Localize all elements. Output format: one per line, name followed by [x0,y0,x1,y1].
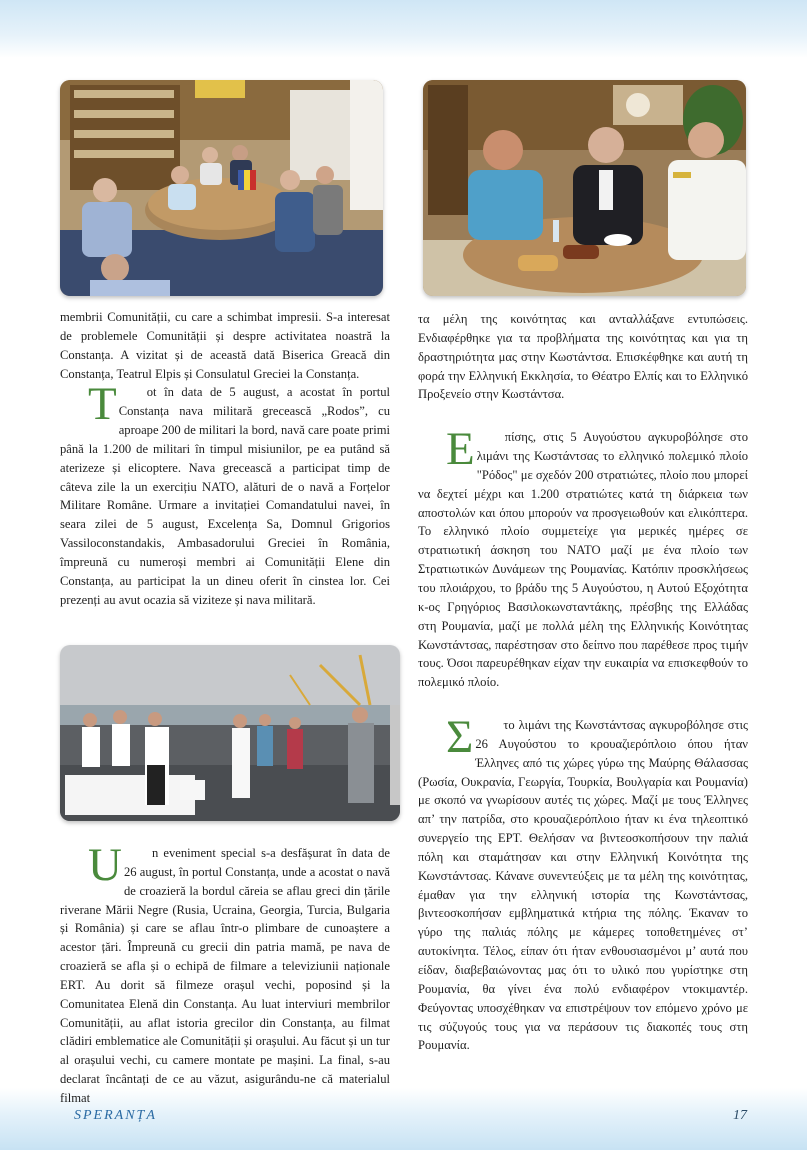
romanian-column-bottom [60,839,390,1108]
magazine-name: SPERANȚA [74,1108,157,1123]
greek-column [418,310,748,1055]
gr-drop-cap-s: Σ [446,711,474,764]
header-band [0,0,807,58]
gr-drop-cap-e: Ε [446,423,475,476]
gr-paragraph-2: Ε πίσης, στις 5 Αυγούστου αγκυροβόλησε στο λιμάνι της Κωστάντσας το ελληνικό πολεμικό πλοίο "Ρόδος" με σχεδόν 200 στρατιώτες, πλοίο που μπορεί να δεχτεί μέχρι και 1.200 στρατιώτες κατά τη διάρκεια των αποστολών και όπου μπορούν να προσγειωθούν και ελικόπτερα. Το ελληνικό πλοίο συμμετείχε για μερικές ημέρες σε στρατιωτική άσκηση του ΝΑΤΟ μαζί με ένα πλοίο των Στρατιωτικών Δυνάμεων της Ρουμανίας. Κατόπιν προσκλήσεως του πλοιάρχου, το βράδυ της 5 Αυγούστου, η Αυτού Εξοχότητα κ-ος Γρηγόριος Βασιλοκωνσταντάκης, πρέσβης της Ελλάδας στη Ρουμανία, μαζί με πολλά μέλη της Ελληνικής Κοινότητας Κωνστάντσας, παρέστησαν στο δείπνο που παρέθεσε προς τιμήν τους. Όσοι παρευρέθηκαν είχαν την ευκαιρία να επισκεφθούν το πολεμικό πλοίο. [418,423,748,690]
ro-paragraph-1: membrii Comunității, cu care a schimbat impresii. S-a interesat de problemele Comunității și despre activitatea noastră la Constanța. A vizitat și de această dată Biserica Greacă din Constanța, Teatrul Elpis și Consulatul Greciei la Constanța. [60,310,390,381]
gr-paragraph-3: Σ το λιμάνι της Κωνστάντσας αγκυροβόλησε στις 26 Αυγούστου το κρουαζιερόπλοιο όπου ήταν Έλληνες από τις χώρες γύρω της Μαύρης Θάλασσας (Ρωσία, Ουκρανία, Γεωργία, Τουρκία, Βουλγαρία και Ρουμανία) με σκοπό να γνωρίσουν αυτές τις χώρες. Μαζί με τους Έλληνες απ’ την πατρίδα, στο κρουαζιερόπλοιο ήταν κι ένα τηλεοπτικό συνεργείο της ΕΡΤ. Θελήσαν να βιντεοσκοπήσουν την παλιά πόλη και σταμάτησαν και στην Ελληνική Κοινότητα της Κωνστάντσας. Κάνανε συνεντεύξεις με τα μέλη της κοινότητας, έμαθαν για την ελληνική ιστορία της Κωνστάντσας, βιντεοσκοπήσαν εμβληματικά κτήρια της πόλης. Έκαναν το γύρο της παλιάς πόλης με κάμερες τοποθετημένες στ’ αυτοκίνητα. Τέλος, είπαν ότι ήταν ενθουσιασμένοι μ’ αυτά που είδαν, διαβεβαιώνοντας μας ότι το υλικό που γυρίστηκε στη Ρουμανία, θα γίνει ένα πολύ ενδιαφέρον ντοκιμαντέρ. Φεύγοντας υποσχέθηκαν να επιστρέψουν τον επόμενο χρόνο με τις σύζυγούς τους για να περάσουν τις διακοπές τους στη Ρουμανία. [418,711,748,1053]
gr-paragraph-1: τα μέλη της κοινότητας και ανταλλάξανε εντυπώσεις. Ενδιαφέρθηκε για τα προβλήματα της κοινότητας και για τη δραστηριότητα μας στην Κωστάντσα. Επισκέφθηκε και αυτή τη φορά την Ελληνική Εκκλησία, το Θέατρο Ελπίς και το Ελληνικό Προξενείο στην Κωστάντσα. [418,312,748,402]
meeting-photo [60,80,383,296]
ro-drop-cap-t: T [88,378,117,431]
ro-paragraph-2: T ot în data de 5 august, a acostat în portul Constanța nava militară grecească „Rodos”, cu aproape 200 de militari la bord, navă care poate primi până la 1.200 de militari în timpul misiunilor, pe ea putând să aterizeze și elicoptere. Nava grecească a participat timp de câteva zile la un exercițiu NATO, alături de o navă a Forțelor Militare Române. Urmare a invitației Comandatului navei, în seara zilei de 5 august, Excelența Sa, Domnul Grigorios Vassiloconstandakis, Ambasadorului Greciei în România, împreună cu numeroși membri ai Comunității Elene din Constanța, au participat la un dineu oferit în cinstea lor. Cei prezenți au avut ocazia să viziteze și nava militară. [60,378,390,607]
page-number: 17 [733,1108,747,1123]
ro-drop-cap-u: U [88,839,122,891]
ship-deck-photo [60,645,400,821]
officers-photo [423,80,746,296]
ro-paragraph-3: U n eveniment special s-a desfășurat în data de 26 august, în portul Constanța, unde a acostat o navă de croazieră la bordul căreia se aflau greci din țările riverane Mării Negre (Rusia, Ucraina, Georgia, Turcia, Bulgaria și România) și care se aflau într-o plimbare de cunoaștere a acestor țări. Împreună cu grecii din patria mamă, pe nava de croazieră se afla și o echipă de filmare a televiziunii naționale ERT. Au dorit să filmeze orașul vechi, poposind și la Comunitatea Elenă din Constanța. Au luat interviuri membrilor Comunității, au aflat istoria grecilor din Constanța, au filmat clădiri emblematice ale Comunității și orașului. Au făcut și un tur al orașului vechi, cu camere montate pe mașini. La final, s-au declarat încântați de ce au văzut, asigurându-ne că materialul filmat [60,839,390,1105]
romanian-column-top [60,308,390,610]
